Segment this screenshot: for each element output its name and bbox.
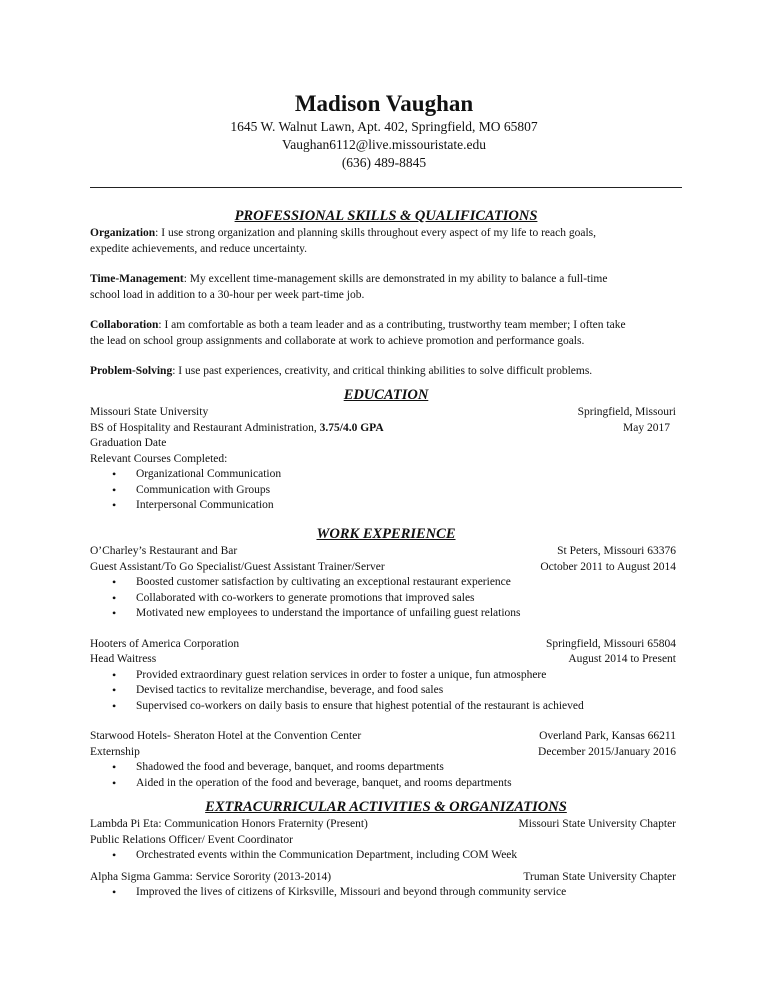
skill-organization bbox=[90, 226, 682, 257]
skill-label: Organization bbox=[90, 227, 156, 239]
job-company: Starwood Hotels- Sheraton Hotel at the Convention Center bbox=[90, 730, 362, 742]
skill-problem-solving bbox=[90, 364, 682, 380]
courses-list bbox=[90, 467, 682, 514]
job-bullet: • Aided in the operation of the food and beverage, banquet, and rooms departments bbox=[136, 776, 682, 792]
job-bullets bbox=[90, 760, 682, 791]
course-item: • Interpersonal Communication bbox=[136, 498, 682, 514]
org-bullet: • Improved the lives of citizens of Kirksville, Missouri and beyond through community service bbox=[136, 885, 682, 901]
skill-text: : I am comfortable as both a team leader and as a contributing, trustworthy team member; I often take bbox=[158, 319, 626, 331]
graduation-label: Graduation Date bbox=[90, 437, 167, 449]
education-school-row bbox=[90, 405, 682, 421]
degree bbox=[90, 421, 384, 437]
job-bullet: • Supervised co-workers on daily basis to ensure that highest potential of the restaurant is achieved bbox=[136, 699, 682, 715]
skill-text-cont: school load in addition to a 30-hour per week part-time job. bbox=[90, 288, 365, 301]
job-header-row bbox=[90, 544, 682, 560]
skill-text: : My excellent time-management skills are demonstrated in my ability to balance a full-time bbox=[183, 273, 608, 285]
skill-label: Time-Management bbox=[90, 273, 184, 285]
job-role-row bbox=[90, 745, 682, 761]
skills-title: PROFESSIONAL SKILLS & QUALIFICATIONS bbox=[234, 208, 538, 224]
job-role: Guest Assistant/To Go Specialist/Guest Assistant Trainer/Server bbox=[90, 560, 385, 573]
phone-line: (636) 489-8845 bbox=[341, 155, 427, 170]
org-location: Truman State University Chapter bbox=[523, 870, 676, 883]
work-section bbox=[90, 525, 682, 791]
job-location: Overland Park, Kansas 66211 bbox=[539, 730, 676, 742]
job-dates: December 2015/January 2016 bbox=[538, 745, 676, 758]
job-company: O’Charley’s Restaurant and Bar bbox=[90, 545, 238, 557]
job-bullet: • Motivated new employees to understand the importance of unfailing guest relations bbox=[136, 606, 682, 622]
job-role: Externship bbox=[90, 745, 140, 758]
courses-label: Relevant Courses Completed: bbox=[90, 452, 228, 465]
degree-name: BS of Hospitality and Restaurant Administration, bbox=[90, 421, 320, 434]
skill-text-cont: expedite achievements, and reduce uncertainty. bbox=[90, 242, 308, 255]
course-item: • Communication with Groups bbox=[136, 483, 682, 499]
skill-text: : I use strong organization and planning skills throughout every aspect of my life to reach goals, bbox=[155, 227, 597, 239]
job-location: Springfield, Missouri 65804 bbox=[545, 637, 676, 650]
degree-date: May 2017 bbox=[623, 421, 670, 434]
skill-time-management bbox=[90, 272, 682, 303]
job-location: St Peters, Missouri 63376 bbox=[557, 545, 676, 557]
org-header-row bbox=[90, 817, 682, 833]
org-name: Lambda Pi Eta: Communication Honors Fraternity (Present) bbox=[90, 818, 368, 830]
org-bullets bbox=[90, 885, 682, 901]
skills-section bbox=[90, 207, 682, 380]
education-degree-row bbox=[90, 421, 682, 437]
candidate-name: Madison Vaughan bbox=[294, 91, 474, 116]
job-role-row bbox=[90, 560, 682, 576]
skill-label: Collaboration bbox=[90, 319, 159, 331]
course-item: • Organizational Communication bbox=[136, 467, 682, 483]
activities-section bbox=[90, 798, 682, 901]
email-line: Vaughan6112@live.missouristate.edu bbox=[282, 137, 486, 152]
job-role-row bbox=[90, 652, 682, 668]
job-bullet: • Shadowed the food and beverage, banquet, and rooms departments bbox=[136, 760, 682, 776]
header-divider bbox=[90, 187, 682, 188]
job-header-row bbox=[90, 637, 682, 653]
job-bullets bbox=[90, 575, 682, 622]
job-bullet: • Collaborated with co-workers to generate promotions that improved sales bbox=[136, 591, 682, 607]
job-bullet: • Boosted customer satisfaction by cultivating an exceptional restaurant experience bbox=[136, 575, 682, 591]
work-title: WORK EXPERIENCE bbox=[316, 526, 456, 542]
skill-text-cont: the lead on school group assignments and collaborate at work to achieve promotion and performance goals. bbox=[90, 334, 585, 347]
org-header-row bbox=[90, 870, 682, 886]
org-location: Missouri State University Chapter bbox=[518, 818, 676, 830]
resume-header bbox=[0, 90, 768, 172]
education-section bbox=[90, 386, 682, 514]
address-line: 1645 W. Walnut Lawn, Apt. 402, Springfield, MO 65807 bbox=[230, 119, 538, 134]
activities-title: EXTRACURRICULAR ACTIVITIES & ORGANIZATIONS bbox=[205, 799, 567, 815]
org-role: Public Relations Officer/ Event Coordinator bbox=[90, 833, 293, 846]
org-name: Alpha Sigma Gamma: Service Sorority (2013-2014) bbox=[90, 870, 332, 883]
education-title: EDUCATION bbox=[343, 387, 429, 403]
job-header-row bbox=[90, 729, 682, 745]
school-name: Missouri State University bbox=[90, 406, 209, 418]
skill-text: : I use past experiences, creativity, and critical thinking abilities to solve difficult problems. bbox=[172, 365, 593, 377]
job-company: Hooters of America Corporation bbox=[90, 637, 240, 650]
job-dates: August 2014 to Present bbox=[568, 653, 676, 665]
gpa: 3.75/4.0 GPA bbox=[319, 421, 384, 434]
job-bullet: • Provided extraordinary guest relation services in order to foster a unique, fun atmosphere bbox=[136, 668, 682, 684]
job-role: Head Waitress bbox=[90, 653, 157, 665]
job-bullet: • Devised tactics to revitalize merchandise, beverage, and food sales bbox=[136, 683, 682, 699]
school-location: Springfield, Missouri bbox=[577, 406, 676, 418]
org-bullet: • Orchestrated events within the Communication Department, including COM Week bbox=[136, 848, 682, 864]
org-bullets bbox=[90, 848, 682, 864]
job-bullets bbox=[90, 668, 682, 715]
skill-collaboration bbox=[90, 318, 682, 349]
skill-label: Problem-Solving bbox=[90, 365, 173, 377]
job-dates: October 2011 to August 2014 bbox=[540, 560, 676, 573]
